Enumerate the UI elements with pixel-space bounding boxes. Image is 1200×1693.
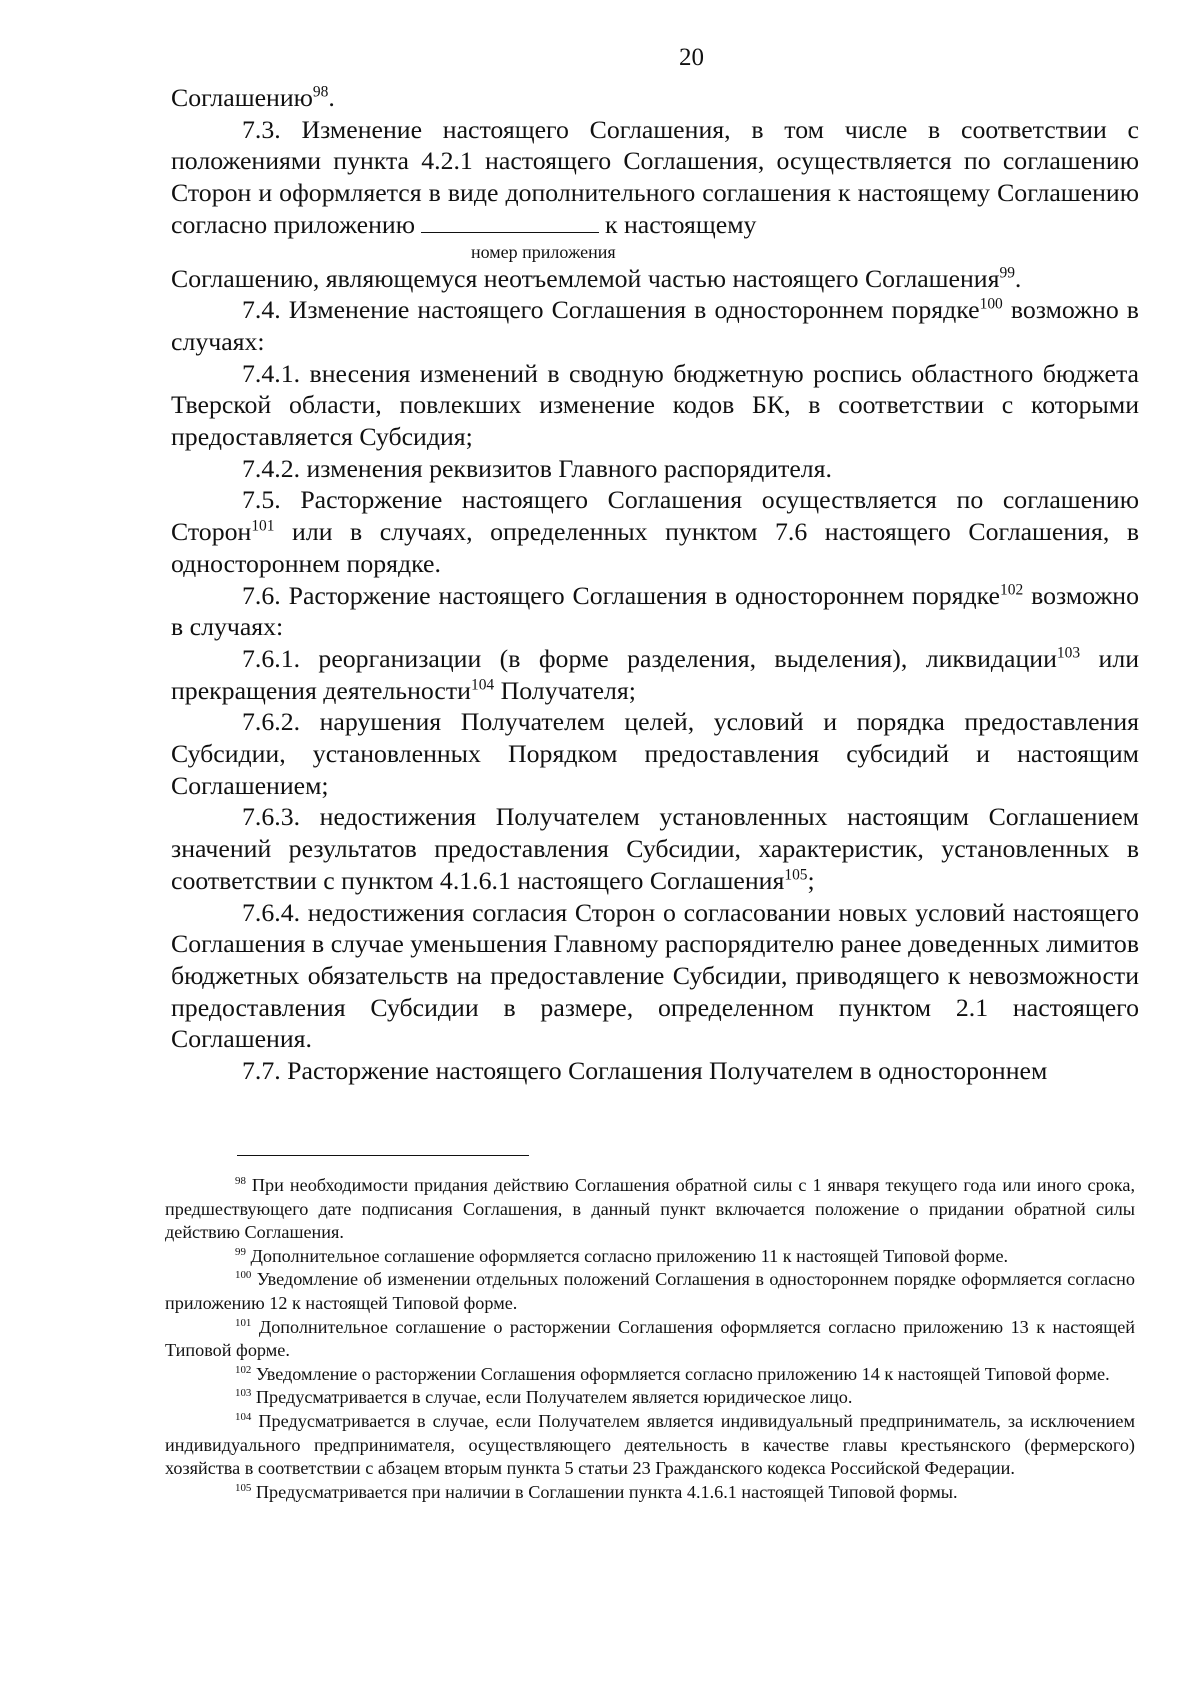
footnote-ref: 104 — [470, 676, 495, 694]
footnote-ref: 100 — [979, 295, 1003, 313]
paragraph-7-6-4: 7.6.4. недостижения согласия Сторон о согласовании новых условий настоящего Соглашения в случае уменьшения Главному распорядителю ранее доведенных лимитов бюджетных обязательств на предоставление Субсидии, приводящего к невозможности предоставления Субсидии в размере, определенном пунктом 2.1 настоящего Соглашения. — [171, 897, 1139, 1054]
paragraph-7-4-2: 7.4.2. изменения реквизитов Главного распорядителя. — [242, 453, 832, 483]
footnote: $^{100}$ Уведомление об изменении отдельных положений Соглашения в одностороннем порядке оформляется согласно приложению 12 к настоящей Типовой форме. — [165, 1269, 1136, 1313]
paragraph-7-6-2: 7.6.2. нарушения Получателем целей, условий и порядка предоставления Субсидии, установленных Порядком предоставления субсидий и настоящим Соглашением; — [171, 707, 1139, 800]
footnote: $^{99}$ Дополнительное соглашение оформляется согласно приложению 11 к настоящей Типовой форме. — [235, 1245, 1009, 1266]
footnote: $^{105}$ Предусматривается при наличии в Соглашении пункта 4.1.6.1 настоящей Типовой формы. — [235, 1481, 958, 1502]
footnote: $^{103}$ Предусматривается в случае, если Получателем является юридическое лицо. — [235, 1387, 853, 1408]
footnote-ref: 98 — [312, 83, 329, 101]
footnote-separator — [237, 1155, 529, 1156]
paragraph-7-6-3: 7.6.3. недостижения Получателем установленных настоящим Соглашением значений результатов предоставления Субсидии, характеристик, установленных в соответствии с пунктом 4.1.6.1 настоящего Соглашения$^{105}$; — [171, 802, 1139, 895]
paragraph-7-3: 7.3. Изменение настоящего Соглашения, в том числе в соответствии с положениями пункта 4.2.1 настоящего Соглашения, осуществляется по соглашению Сторон и оформляется в виде дополнительного соглашения к настоящему Соглашению согласно приложению к настоящему — [171, 114, 1139, 239]
blank-line — [421, 212, 599, 233]
footnote: $^{102}$ Уведомление о расторжении Соглашения оформляется согласно приложению 14 к настоящей Типовой форме. — [235, 1363, 1110, 1384]
paragraph: Соглашению$^{98}$. — [171, 83, 335, 112]
paragraph-7-4: 7.4. Изменение настоящего Соглашения в одностороннем порядке$^{100}$ возможно в случаях: — [171, 295, 1139, 356]
main-text — [171, 82, 1139, 1087]
paragraph: Соглашению, являющемуся неотъемлемой частью настоящего Соглашения$^{99}$. — [171, 263, 1022, 293]
footnote-ref: 105 — [784, 866, 808, 884]
footnotes — [165, 1174, 1135, 1504]
paragraph-7-7: 7.7. Расторжение настоящего Соглашения Получателем в одностороннем — [242, 1056, 1048, 1086]
footnote: $^{101}$ Дополнительное соглашение о расторжении Соглашения оформляется согласно приложению 13 к настоящей Типовой форме. — [165, 1316, 1136, 1361]
footnote-ref: 103 — [1056, 644, 1081, 662]
blank-hint: номер приложения — [471, 241, 616, 262]
footnote: $^{104}$ Предусматривается в случае, если Получателем является индивидуальный предприниматель, за исключением индивидуального предпринимателя, осуществляющего деятельность в качестве главы крестьянского (фермерского) хозяйства в соответствии с абзацем вторым пункта 5 статьи 23 Гражданского кодекса Российской Федерации. — [165, 1410, 1136, 1479]
paragraph-7-6-1: 7.6.1. реорганизации (в форме разделения, выделения), ликвидации$^{103}$ или прекращения деятельности$^{104}$ Получателя; — [171, 643, 1140, 705]
page-number: 20 — [679, 44, 704, 71]
footnote-ref: 99 — [999, 263, 1015, 281]
footnote-ref: 101 — [251, 517, 275, 535]
paragraph-7-5: 7.5. Расторжение настоящего Соглашения осуществляется по соглашению Сторон$^{101}$ или в случаях, определенных пунктом 7.6 настоящего Соглашения, в одностороннем порядке. — [171, 485, 1139, 578]
paragraph-7-4-1: 7.4.1. внесения изменений в сводную бюджетную роспись областного бюджета Тверской области, повлекших изменение кодов БК, в соответствии с которыми предоставляется Субсидия; — [171, 358, 1139, 452]
paragraph-7-6: 7.6. Расторжение настоящего Соглашения в одностороннем порядке$^{102}$ возможно в случаях: — [171, 580, 1139, 642]
footnote: $^{98}$ При необходимости придания действию Соглашения обратной силы с 1 января текущего года или иного срока, предшествующего дате подписания Соглашения, в данный пункт включается положение о придании обратной силы действию Соглашения. — [165, 1174, 1135, 1243]
footnote-ref: 102 — [1000, 580, 1024, 598]
